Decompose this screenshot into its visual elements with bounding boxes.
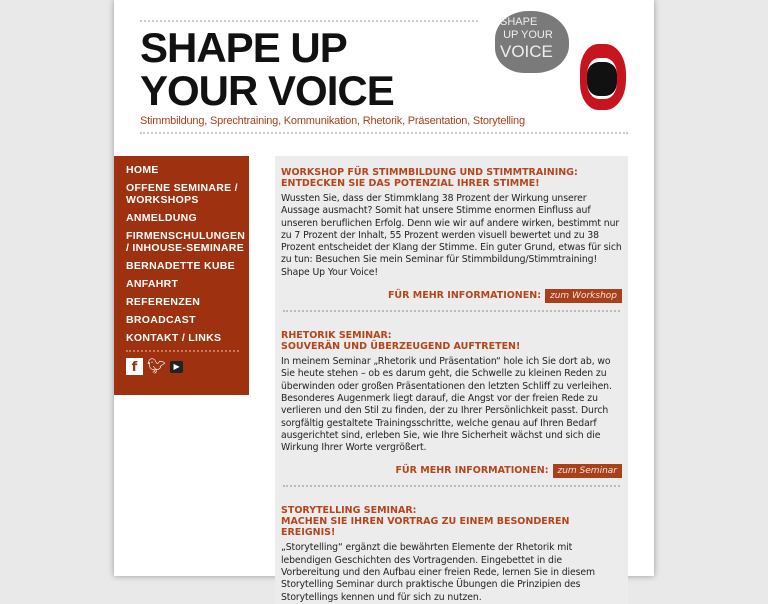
nav-item-referenzen[interactable]: REFERENZEN xyxy=(126,296,201,308)
title-line: SHAPE UP xyxy=(140,24,347,71)
youtube-icon[interactable]: ▶ xyxy=(170,361,183,373)
twitter-icon[interactable]: 🐦︎ xyxy=(147,357,167,375)
tagline: Stimmbildung, Sprechtraining, Kommunikation, Rhetorik, Präsentation, Storytelling xyxy=(140,115,525,127)
logo-text: VOICE xyxy=(500,42,553,61)
nav-item-anmeldung[interactable]: ANMELDUNG xyxy=(126,212,197,224)
more-info-label: FÜR MEHR INFORMATIONEN: xyxy=(387,290,541,302)
zum-workshop-button[interactable]: zum Workshop xyxy=(545,289,622,303)
speech-bubble-logo xyxy=(495,11,569,73)
zum-seminar-button[interactable]: zum Seminar xyxy=(553,464,623,478)
main-content xyxy=(275,156,628,604)
section-body: „Storytelling“ ergänzt die bewährten Elemente der Rhetorik mit lebendigen Geschichten des Vortragenden. Eingebettet in die Vorbereitung und den Aufbau einer freien Rede, lernen Sie in diesem Storytelling Seminar durch praktische Übungen die Prinzipien des Storytellings kennen und für sich zu nutzen. xyxy=(281,542,595,603)
workshop-section xyxy=(275,156,628,312)
divider xyxy=(140,20,478,22)
divider xyxy=(126,350,239,352)
section-body: Wussten Sie, dass der Stimmklang 38 Prozent der Wirkung unserer Aussage ausmacht? Somit hat unsere Stimme enormen Einfluss auf unseren beruflichen Erfolg. Denn wie wir auf andere wirken, bestimmt nur zu 7 Prozent der Inhalt, 55 Prozent werden visuell bewertet und zu 38 Prozent entscheidet der Klang der Stimme. Ein guter Grund, etwas für sich zu tun: Besuchen Sie mein Seminar für Stimmbildung/Stimmtraining! Shape Up Your Voice! xyxy=(281,193,622,278)
site-title[interactable] xyxy=(140,26,394,112)
rhetorik-section xyxy=(275,312,628,487)
logo-text: UP YOUR xyxy=(503,29,553,41)
divider xyxy=(140,132,628,134)
section-heading: RHETORIK SEMINAR: SOUVERÄN UND ÜBERZEUGEND AUFTRETEN! xyxy=(281,330,521,353)
nav-item-home[interactable]: HOME xyxy=(126,164,159,176)
title-line: YOUR VOICE xyxy=(140,67,394,114)
nav-item-broadcast[interactable]: BROADCAST xyxy=(126,314,196,326)
main-nav xyxy=(114,156,249,395)
logo-text: SHAPE xyxy=(500,16,538,28)
lips-image xyxy=(580,44,626,110)
nav-item-kontakt[interactable]: KONTAKT / LINKS xyxy=(126,332,222,344)
more-info-label: FÜR MEHR INFORMATIONEN: xyxy=(395,465,549,477)
facebook-icon[interactable]: f xyxy=(126,358,143,375)
section-heading: WORKSHOP FÜR STIMMBILDUNG UND STIMMTRAINING: ENTDECKEN SIE DAS POTENZIAL IHRER STIMME! xyxy=(281,167,578,189)
nav-item-bernadette-kube[interactable]: BERNADETTE KUBE xyxy=(126,260,235,272)
page xyxy=(114,0,654,603)
storytelling-section xyxy=(275,487,628,603)
nav-item-seminare[interactable]: OFFENE SEMINARE / WORKSHOPS xyxy=(126,182,238,206)
nav-item-anfahrt[interactable]: ANFAHRT xyxy=(126,278,179,290)
section-heading: STORYTELLING SEMINAR: MACHEN SIE IHREN VORTRAG ZU EINEM BESONDEREN EREIGNIS! xyxy=(281,505,570,539)
section-body: In meinem Seminar „Rhetorik und Präsentation“ hole ich Sie dort ab, wo Sie heute stehen – ob es darum geht, die Schwelle zu kleinen Reden zu überwinden oder großen Präsentationen den letzten Schliff zu verleihen. Besonderes Augenmerk liegt darauf, die Angst vor der freien Rede zu verlieren und den Stil zu finden, der zu Ihrer Persönlichkeit passt. Durch sorgfältig gestaltete Trainingsschritte, welche genau auf Ihren Bedarf ausgerichtet sind, erleben Sie, wie Ihre Sicherheit wächst und sich die Wirkung Ihrer Worte vergrößert. xyxy=(281,356,612,454)
nav-item-firmenschulungen[interactable]: FIRMENSCHULUNGEN / INHOUSE-SEMINARE xyxy=(126,230,246,254)
